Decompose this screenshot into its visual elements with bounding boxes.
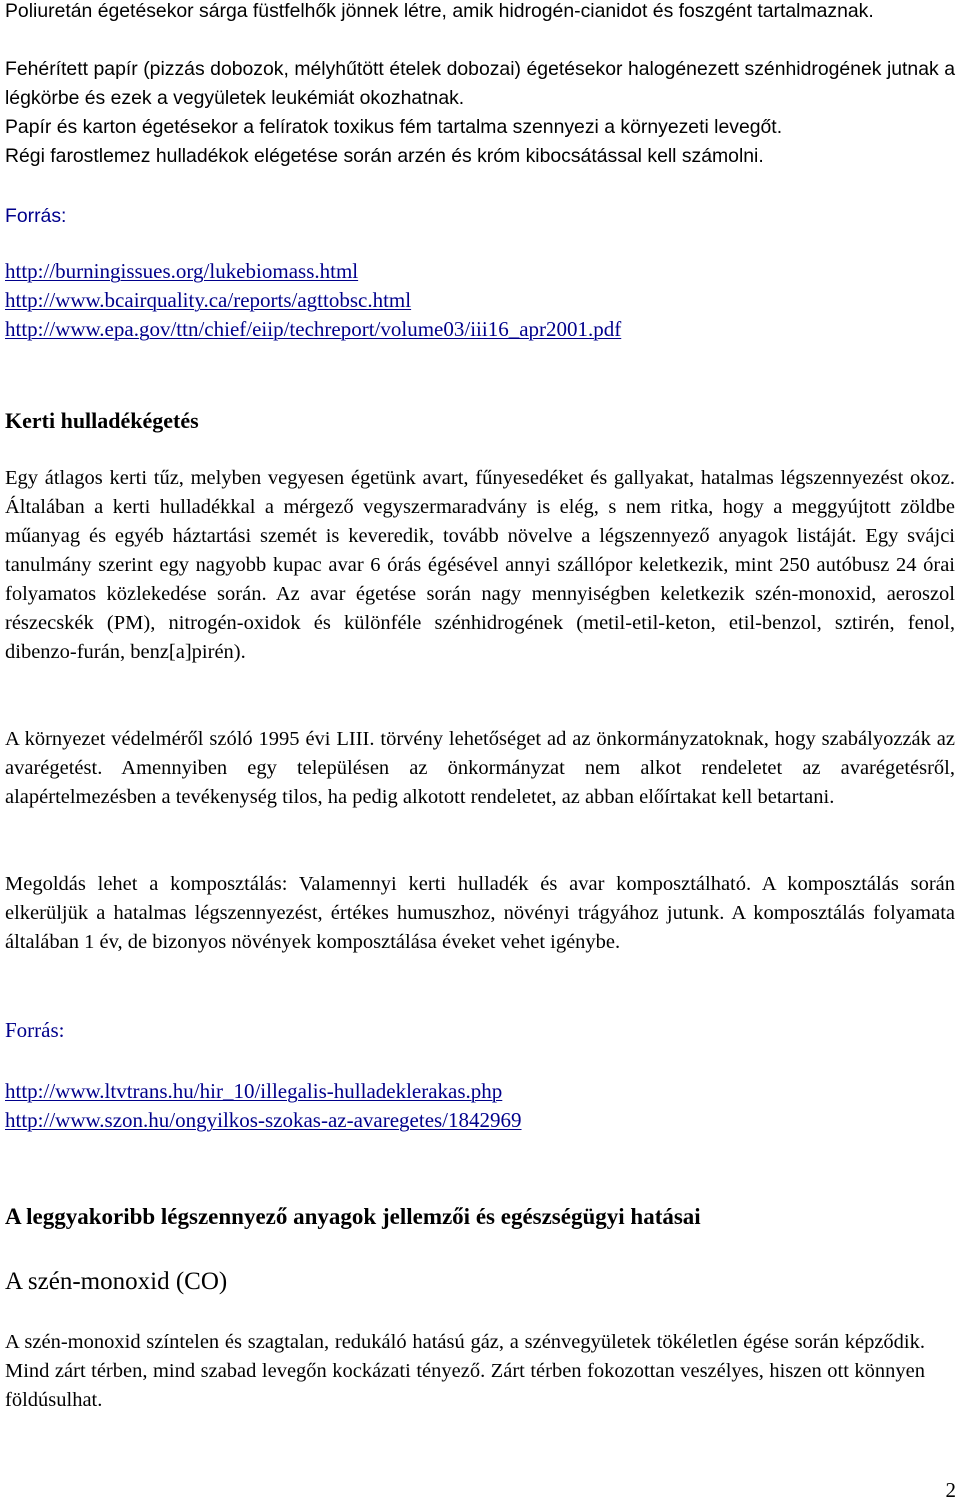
subsection-heading-carbon-monoxide: A szén-monoxid (CO) bbox=[5, 1268, 228, 1295]
intro-paragraph-fibreboard: Régi farostlemez hulladékok elégetése során arzén és króm kibocsátással kell számolni. bbox=[5, 145, 764, 167]
carbon-monoxide-paragraph: A szén-monoxid színtelen és szagtalan, redukáló hatású gáz, a szénvegyületek tökéletlen égése során képződik. Mind zárt térben, mind szabad levegőn kockázati tényező. Zárt térben fokozottan veszélyes, hiszen ott könnyen földúsulhat. bbox=[5, 1331, 925, 1411]
sources-label: Forrás: bbox=[5, 205, 67, 227]
source-link[interactable]: http://www.ltvtrans.hu/hir_10/illegalis-hulladeklerakas.php bbox=[5, 1079, 503, 1103]
section-heading-pollutants: A leggyakoribb légszennyező anyagok jellemzői és egészségügyi hatásai bbox=[5, 1204, 701, 1229]
garden-paragraph-law: A környezet védelméről szóló 1995 évi LIII. törvény lehetőséget ad az önkormányzatoknak, hogy szabályozzák az avarégetést. Amennyiben egy településen az önkormányzat nem alkot rendeletet az avarégetésről, alapértelmezésben a tevékenység tilos, ha pedig alkotott rendeletet, az abban előírtakat kell betartani. bbox=[5, 728, 955, 808]
source-link[interactable]: http://burningissues.org/lukebiomass.html bbox=[5, 259, 359, 283]
section-heading-garden-waste: Kerti hulladékégetés bbox=[5, 408, 199, 433]
garden-paragraph-pollution: Egy átlagos kerti tűz, melyben vegyesen égetünk avart, fűnyesedéket és gallyakat, hatalmas légszennyezést okoz. Általában a kerti hulladékkal a mérgező vegyszermaradvány is elég, s nem ritka, hogy a meggyújtott zöldbe műanyag és egyéb háztartási szemét is keveredik, tovább növelve a légszennyező anyagok listáját. Egy svájci tanulmány szerint egy nagyobb kupac avar 6 órás égésével annyi szállópor keletkezik, mint 250 autóbusz 24 órai folyamatos közlekedése során. Az avar égetése során nagy mennyiségben keletkezik szén-monoxid, aeroszol részecskék (PM), nitrogén-oxidok és különféle szénhidrogének (metil-etil-keton, etil-benzol, sztirén, fenol, dibenzo-furán, benz[a]pirén). bbox=[5, 467, 955, 663]
page-number: 2 bbox=[945, 1478, 956, 1502]
intro-paragraph-cardboard: Papír és karton égetésekor a felíratok toxikus fém tartalma szennyezi a környezeti levegőt. bbox=[5, 116, 783, 138]
sources-label: Forrás: bbox=[5, 1018, 65, 1042]
intro-paragraph-bleached-paper: Fehérített papír (pizzás dobozok, mélyhűtött ételek dobozai) égetésekor halogénezett szénhidrogének jutnak a légkörbe és ezek a vegyületek leukémiát okozhatnak. bbox=[5, 58, 955, 109]
source-link[interactable]: http://www.epa.gov/ttn/chief/eiip/techreport/volume03/iii16_apr2001.pdf bbox=[5, 317, 622, 341]
sources-list bbox=[5, 1077, 522, 1135]
sources-list bbox=[5, 257, 621, 344]
garden-paragraph-composting: Megoldás lehet a komposztálás: Valamennyi kerti hulladék és avar komposztálható. A komposztálás során elkerüljük a hatalmas légszennyezést, értékes humuszhoz, növényi trágyához jutunk. A komposztálás folyamata általában 1 év, de bizonyos növények komposztálása éveket vehet igénybe. bbox=[5, 873, 955, 953]
intro-paragraph-polyurethane: Poliuretán égetésekor sárga füstfelhők jönnek létre, amik hidrogén-cianidot és foszgént tartalmaznak. bbox=[5, 0, 874, 22]
source-link[interactable]: http://www.bcairquality.ca/reports/agttobsc.html bbox=[5, 288, 412, 312]
source-link[interactable]: http://www.szon.hu/ongyilkos-szokas-az-avaregetes/1842969 bbox=[5, 1108, 522, 1132]
